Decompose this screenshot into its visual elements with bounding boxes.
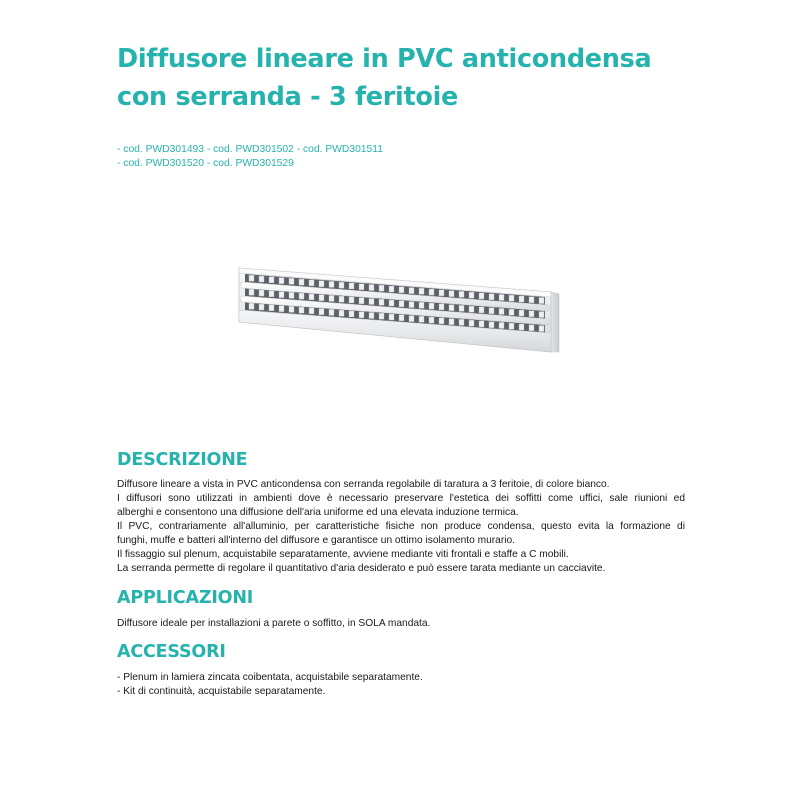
section-heading-descrizione: DESCRIZIONE <box>117 450 248 470</box>
damper-blade <box>249 289 254 295</box>
damper-blade <box>279 278 284 284</box>
damper-blade <box>529 297 534 303</box>
damper-blade <box>359 298 364 304</box>
damper-blade <box>539 298 544 304</box>
descrizione-line: La serranda permette di regolare il quantitativo d'aria desiderato e può essere tarata mediante un cacciavite. <box>117 563 606 574</box>
damper-blade <box>489 308 494 314</box>
damper-blade <box>499 294 504 300</box>
damper-blade <box>429 303 434 309</box>
damper-blade <box>419 288 424 294</box>
accessori-item: - Plenum in lamiera zincata coibentata, acquistabile separatamente. <box>117 672 423 683</box>
product-codes-line: - cod. PWD301520 - cod. PWD301529 <box>117 158 294 169</box>
section-heading-accessori: ACCESSORI <box>117 642 226 662</box>
damper-blade <box>519 324 524 330</box>
damper-blade <box>309 280 314 286</box>
damper-blade <box>489 294 494 300</box>
damper-blade <box>379 285 384 291</box>
damper-blade <box>369 299 374 305</box>
damper-blade <box>399 301 404 307</box>
product-codes <box>117 143 717 171</box>
damper-blade <box>459 305 464 311</box>
damper-blade <box>399 315 404 321</box>
damper-blade <box>479 321 484 327</box>
damper-blade <box>469 306 474 312</box>
damper-blade <box>339 310 344 316</box>
damper-blade <box>399 287 404 293</box>
damper-blade <box>339 296 344 302</box>
damper-blade <box>499 308 504 314</box>
product-title-line-2: con serranda - 3 feritoie <box>117 82 459 112</box>
damper-blade <box>499 322 504 328</box>
damper-blade <box>319 295 324 301</box>
damper-blade <box>419 302 424 308</box>
applicazioni-text: Diffusore ideale per installazioni a parete o soffitto, in SOLA mandata. <box>117 618 431 629</box>
damper-blade <box>509 295 514 301</box>
damper-blade <box>379 313 384 319</box>
damper-blade <box>359 284 364 290</box>
damper-blade <box>289 278 294 284</box>
damper-blade <box>539 312 544 318</box>
damper-blade <box>459 291 464 297</box>
damper-blade <box>329 309 334 315</box>
descrizione-body <box>117 478 685 576</box>
damper-blade <box>539 326 544 332</box>
damper-blade <box>259 276 264 282</box>
damper-blade <box>449 305 454 311</box>
damper-blade <box>489 322 494 328</box>
descrizione-line: funghi, muffe e batteri all'interno del diffusore e garantisce un ottimo isolamento murario. <box>117 535 515 546</box>
descrizione-line: Diffusore lineare a vista in PVC anticondensa con serranda regolabile di taratura a 3 feritoie, di colore bianco. <box>117 479 610 490</box>
accessori-item: - Kit di continuità, acquistabile separatamente. <box>117 686 326 697</box>
damper-blade <box>519 296 524 302</box>
damper-blade <box>509 309 514 315</box>
damper-blade <box>299 279 304 285</box>
damper-blade <box>519 310 524 316</box>
damper-blade <box>469 292 474 298</box>
damper-blade <box>369 285 374 291</box>
damper-blade <box>349 311 354 317</box>
damper-blade <box>269 305 274 311</box>
damper-blade <box>529 325 534 331</box>
damper-blade <box>459 319 464 325</box>
accessori-list <box>117 671 685 699</box>
damper-blade <box>249 275 254 281</box>
damper-blade <box>259 290 264 296</box>
damper-blade <box>309 294 314 300</box>
damper-blade <box>449 291 454 297</box>
damper-blade <box>439 318 444 324</box>
section-heading-applicazioni: APPLICAZIONI <box>117 588 254 608</box>
damper-blade <box>429 289 434 295</box>
damper-blade <box>319 281 324 287</box>
damper-blade <box>409 302 414 308</box>
applicazioni-body <box>117 617 685 631</box>
damper-blade <box>439 290 444 296</box>
damper-blade <box>409 316 414 322</box>
descrizione-line: alberghi e consentono una diffusione dell'aria uniforme ed una elevata induzione termica. <box>117 507 519 518</box>
damper-blade <box>349 297 354 303</box>
damper-blade <box>279 306 284 312</box>
damper-blade <box>269 277 274 283</box>
damper-blade <box>279 292 284 298</box>
product-codes-line: - cod. PWD301493 - cod. PWD301502 - cod. PWD301511 <box>117 144 383 155</box>
descrizione-line: Il fissaggio sul plenum, acquistabile separatamente, avviene mediante viti frontali e staffe a C mobili. <box>117 549 569 560</box>
damper-blade <box>389 314 394 320</box>
damper-blade <box>529 311 534 317</box>
damper-blade <box>289 306 294 312</box>
damper-blade <box>469 320 474 326</box>
damper-blade <box>259 304 264 310</box>
damper-blade <box>289 292 294 298</box>
damper-blade <box>389 286 394 292</box>
descrizione-line: I diffusori sono utilizzati in ambienti dove è necessario preservare l'estetica dei soffitti come uffici, sale riunioni ed <box>117 493 685 504</box>
damper-blade <box>479 293 484 299</box>
damper-blade <box>389 300 394 306</box>
damper-blade <box>379 299 384 305</box>
damper-blade <box>509 323 514 329</box>
descrizione-line: Il PVC, contrariamente all'alluminio, per caratteristiche fisiche non produce condensa, questo evita la formazione di <box>117 521 685 532</box>
product-image-linear-diffuser <box>233 260 563 360</box>
damper-blade <box>419 316 424 322</box>
damper-blade <box>299 293 304 299</box>
damper-blade <box>449 319 454 325</box>
damper-blade <box>269 291 274 297</box>
damper-blade <box>479 307 484 313</box>
damper-blade <box>319 309 324 315</box>
damper-blade <box>349 283 354 289</box>
damper-blade <box>249 303 254 309</box>
damper-blade <box>409 288 414 294</box>
product-title-line-1: Diffusore lineare in PVC anticondensa <box>117 44 652 74</box>
damper-blade <box>439 304 444 310</box>
damper-blade <box>369 313 374 319</box>
damper-blade <box>339 282 344 288</box>
damper-blade <box>329 295 334 301</box>
damper-blade <box>309 308 314 314</box>
damper-blade <box>429 317 434 323</box>
damper-blade <box>359 312 364 318</box>
damper-blade <box>329 281 334 287</box>
damper-blade <box>299 307 304 313</box>
product-title <box>117 40 757 116</box>
